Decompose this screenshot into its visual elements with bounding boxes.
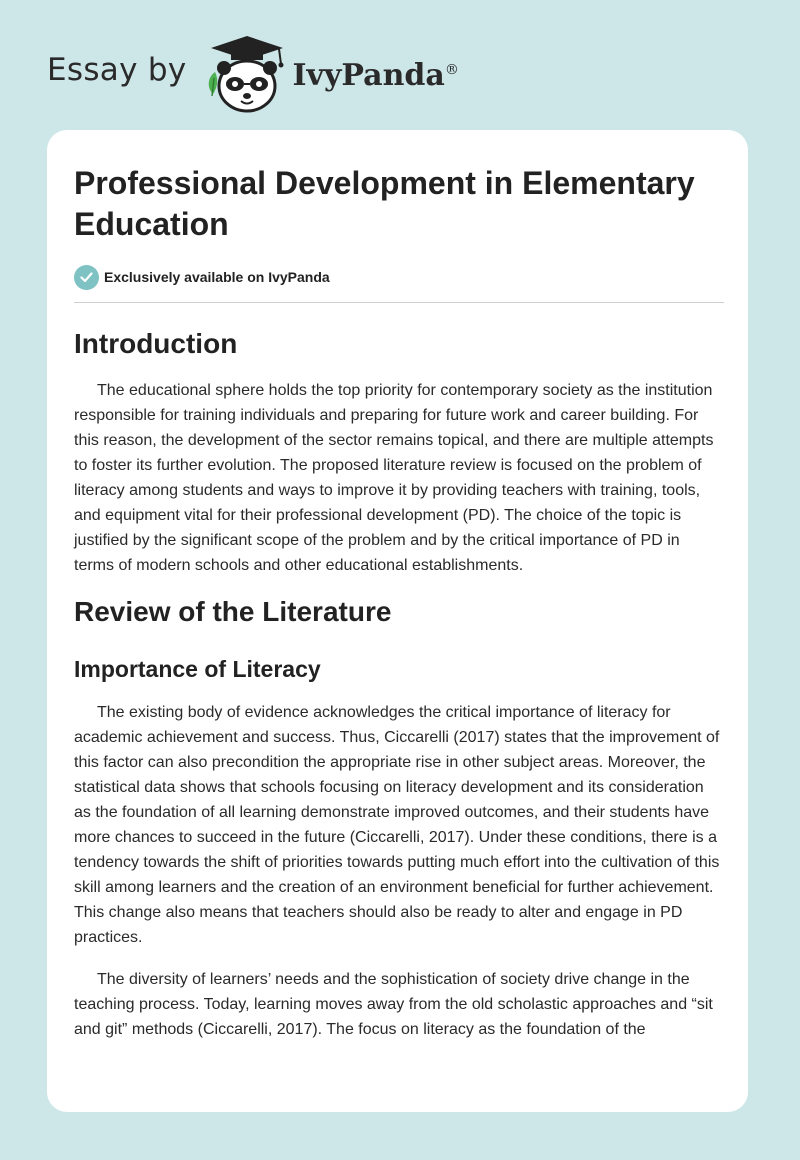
brand-name <box>293 58 459 93</box>
essay-card <box>47 130 748 1112</box>
brand-header <box>47 34 459 114</box>
section-heading-introduction: Introduction <box>74 328 238 359</box>
check-circle-icon <box>74 265 99 290</box>
panda-logo-icon[interactable] <box>201 34 293 114</box>
page-title: Professional Development in Elementary Education <box>74 165 695 242</box>
registered-mark: ® <box>444 61 459 78</box>
exclusive-label: Exclusively available on IvyPanda <box>104 269 330 285</box>
brand-name-text: IvyPanda <box>292 57 445 93</box>
exclusive-badge <box>74 264 724 290</box>
brand-prefix: Essay by <box>47 52 187 88</box>
leaf-icon <box>208 72 216 96</box>
section-heading-review: Review of the Literature <box>74 596 392 627</box>
essay-content <box>74 163 724 1042</box>
subheading-importance-of-literacy: Importance of Literacy <box>74 656 321 682</box>
literacy-paragraph-1: The existing body of evidence acknowledges the critical importance of literacy for academic achievement and success. Thus, Ciccarelli (2017) states that the improvement of this factor can also precondition the appropriate rise in other subject areas. Moreover, the statistical data shows that schools focusing on literacy development and its consideration as the foundation of all learning demonstrate improved outcomes, and their students have more chances to succeed in the future (Ciccarelli, 2017). Under these conditions, there is a tendency towards the shift of priorities towards putting much effort into the cultivation of this skill among learners and the creation of an environment beneficial for further achievement. This change also means that teachers should also be ready to alter and engage in PD practices. <box>74 704 720 946</box>
literacy-paragraph-2: The diversity of learners’ needs and the sophistication of society drive change in the teaching process. Today, learning moves away from the old scholastic approaches and “sit and git” methods (Ciccarelli, 2017). The focus on literacy as the foundation of the <box>74 971 713 1038</box>
title-divider <box>74 302 724 303</box>
introduction-paragraph: The educational sphere holds the top priority for contemporary society as the institution responsible for training individuals and preparing for future work and career building. For this reason, the development of the sector remains topical, and there are multiple attempts to foster its further evolution. The proposed literature review is focused on the problem of literacy among students and ways to improve it by providing teachers with training, tools, and equipment vital for their professional development (PD). The choice of the topic is justified by the significant scope of the problem and by the critical importance of PD in terms of modern schools and other educational establishments. <box>74 382 714 574</box>
